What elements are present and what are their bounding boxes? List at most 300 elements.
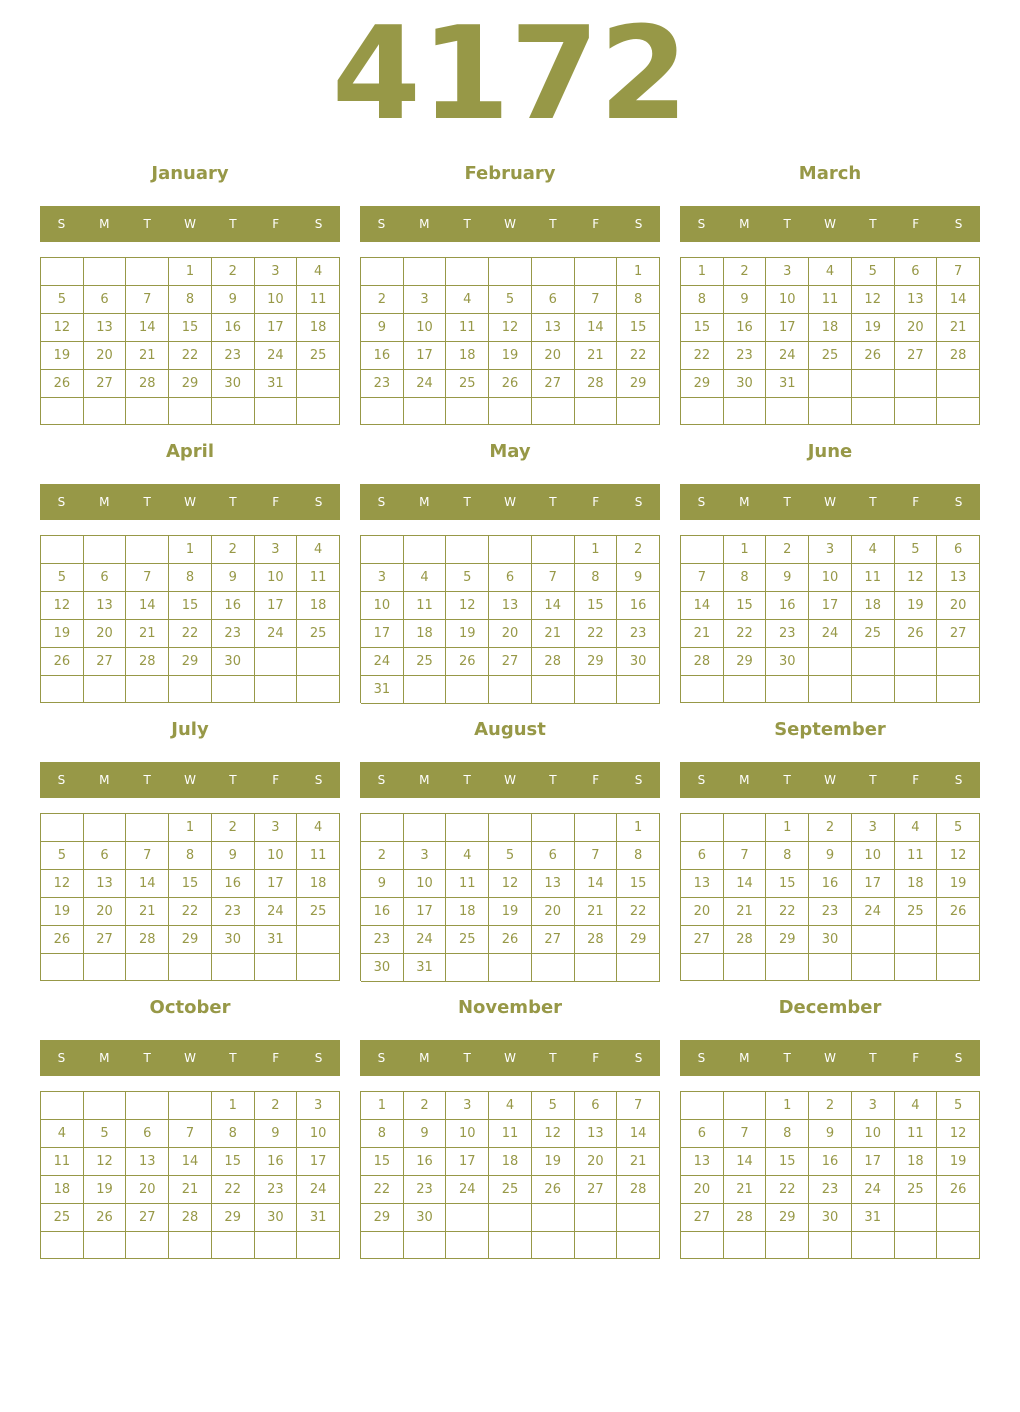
weekday-header (360, 1040, 660, 1076)
day-cell: 4 (895, 814, 938, 842)
day-cell: 2 (212, 814, 255, 842)
weekday-label: T (143, 495, 151, 509)
weekday-label: M (419, 773, 430, 787)
day-cell: 23 (255, 1176, 298, 1204)
day-cell: 4 (852, 536, 895, 564)
day-cell: 28 (575, 370, 618, 398)
day-cell (724, 676, 767, 703)
weekday-header (680, 206, 980, 242)
day-cell: 9 (212, 564, 255, 592)
day-cell: 13 (681, 1148, 724, 1176)
day-cell: 2 (809, 1092, 852, 1120)
day-cell: 15 (766, 870, 809, 898)
day-cell: 5 (446, 564, 489, 592)
day-cell (84, 536, 127, 564)
day-cell (852, 398, 895, 425)
day-cell: 27 (575, 1176, 618, 1204)
day-cell: 6 (895, 258, 938, 286)
day-cell: 26 (937, 898, 980, 926)
day-cell (489, 676, 532, 704)
day-cell (937, 648, 980, 676)
day-cell: 17 (255, 870, 298, 898)
day-cell: 12 (41, 314, 84, 342)
day-grid (40, 535, 340, 703)
weekday-label: S (634, 773, 643, 787)
day-cell (575, 1204, 618, 1232)
day-cell: 27 (84, 926, 127, 954)
day-cell (937, 676, 980, 703)
day-cell: 2 (212, 536, 255, 564)
day-cell (126, 1092, 169, 1120)
day-cell: 12 (41, 870, 84, 898)
day-cell: 2 (766, 536, 809, 564)
day-cell: 4 (297, 536, 340, 564)
weekday-label: F (592, 495, 600, 509)
day-cell (255, 676, 298, 703)
day-cell: 28 (937, 342, 980, 370)
day-cell: 2 (361, 842, 404, 870)
day-cell (446, 258, 489, 286)
day-cell (575, 676, 618, 704)
weekday-label: T (143, 773, 151, 787)
day-cell: 27 (681, 1204, 724, 1232)
day-cell: 18 (297, 870, 340, 898)
day-cell: 11 (297, 842, 340, 870)
day-cell: 3 (255, 814, 298, 842)
day-cell: 30 (212, 926, 255, 954)
day-cell: 25 (297, 620, 340, 648)
day-cell (41, 814, 84, 842)
day-cell (724, 814, 767, 842)
day-cell (532, 258, 575, 286)
day-cell: 16 (766, 592, 809, 620)
day-cell: 16 (361, 898, 404, 926)
day-cell (84, 1232, 127, 1259)
day-cell: 10 (766, 286, 809, 314)
day-cell: 31 (361, 676, 404, 704)
day-cell: 24 (255, 898, 298, 926)
day-cell: 29 (681, 370, 724, 398)
day-cell: 13 (84, 314, 127, 342)
day-cell: 11 (852, 564, 895, 592)
day-cell: 24 (255, 342, 298, 370)
day-cell: 7 (575, 286, 618, 314)
day-cell: 1 (575, 536, 618, 564)
day-cell: 21 (126, 898, 169, 926)
day-cell: 4 (297, 814, 340, 842)
day-cell: 17 (766, 314, 809, 342)
day-cell: 24 (446, 1176, 489, 1204)
day-cell: 7 (169, 1120, 212, 1148)
day-grid (680, 535, 980, 703)
day-cell: 8 (766, 1120, 809, 1148)
day-cell (575, 258, 618, 286)
day-cell: 4 (41, 1120, 84, 1148)
day-cell: 24 (809, 620, 852, 648)
day-cell (724, 398, 767, 425)
day-cell: 11 (404, 592, 447, 620)
day-cell (404, 258, 447, 286)
day-cell: 26 (446, 648, 489, 676)
day-cell (169, 676, 212, 703)
day-cell: 6 (84, 564, 127, 592)
day-cell: 16 (809, 1148, 852, 1176)
day-cell: 10 (809, 564, 852, 592)
day-grid (360, 1091, 660, 1259)
weekday-label: T (869, 495, 877, 509)
day-cell: 22 (724, 620, 767, 648)
weekday-header (360, 484, 660, 520)
day-cell: 10 (404, 314, 447, 342)
day-cell: 17 (852, 870, 895, 898)
day-cell (84, 258, 127, 286)
day-cell: 12 (532, 1120, 575, 1148)
day-cell: 29 (361, 1204, 404, 1232)
day-cell: 23 (212, 620, 255, 648)
day-cell: 9 (766, 564, 809, 592)
day-cell: 12 (446, 592, 489, 620)
day-cell (895, 926, 938, 954)
day-cell: 19 (852, 314, 895, 342)
day-cell: 21 (617, 1148, 660, 1176)
month-title: February (464, 163, 556, 184)
day-cell: 7 (126, 842, 169, 870)
day-cell: 8 (169, 842, 212, 870)
day-cell (446, 398, 489, 425)
day-cell: 11 (41, 1148, 84, 1176)
day-cell (126, 536, 169, 564)
day-cell: 17 (404, 342, 447, 370)
weekday-label: M (99, 495, 110, 509)
day-grid (360, 257, 660, 425)
day-cell (895, 370, 938, 398)
day-cell (937, 370, 980, 398)
day-cell: 7 (532, 564, 575, 592)
day-cell: 30 (724, 370, 767, 398)
day-cell: 24 (255, 620, 298, 648)
day-cell (84, 814, 127, 842)
weekday-label: F (272, 495, 280, 509)
day-cell (852, 370, 895, 398)
weekday-label: S (954, 217, 963, 231)
day-cell: 3 (852, 814, 895, 842)
day-cell (212, 398, 255, 425)
weekday-label: W (504, 495, 516, 509)
weekday-label: F (592, 773, 600, 787)
weekday-label: S (377, 217, 386, 231)
day-cell: 12 (41, 592, 84, 620)
day-cell: 23 (361, 926, 404, 954)
day-cell: 13 (126, 1148, 169, 1176)
weekday-label: M (419, 217, 430, 231)
day-cell (852, 1232, 895, 1259)
day-cell: 12 (852, 286, 895, 314)
day-cell: 15 (617, 314, 660, 342)
day-cell: 17 (404, 898, 447, 926)
day-cell: 3 (404, 286, 447, 314)
day-cell (489, 258, 532, 286)
weekday-label: T (783, 217, 791, 231)
weekday-label: T (143, 217, 151, 231)
day-cell: 5 (895, 536, 938, 564)
day-cell: 15 (681, 314, 724, 342)
weekday-label: T (549, 1051, 557, 1065)
day-cell: 28 (681, 648, 724, 676)
day-cell: 9 (809, 1120, 852, 1148)
day-cell: 17 (297, 1148, 340, 1176)
day-cell: 30 (809, 926, 852, 954)
day-cell: 31 (255, 370, 298, 398)
day-cell (895, 954, 938, 981)
day-cell: 18 (297, 592, 340, 620)
day-cell: 10 (255, 286, 298, 314)
day-cell (41, 1232, 84, 1259)
day-cell: 19 (937, 870, 980, 898)
day-cell: 7 (126, 564, 169, 592)
day-cell (681, 954, 724, 981)
day-cell: 19 (446, 620, 489, 648)
day-cell: 5 (937, 1092, 980, 1120)
weekday-label: T (143, 1051, 151, 1065)
day-cell (895, 676, 938, 703)
weekday-label: T (549, 217, 557, 231)
day-cell: 1 (617, 258, 660, 286)
day-cell: 22 (575, 620, 618, 648)
day-cell: 24 (361, 648, 404, 676)
day-cell: 23 (766, 620, 809, 648)
month-title: January (151, 163, 229, 184)
day-cell (489, 1232, 532, 1259)
weekday-label: W (184, 217, 196, 231)
day-cell (446, 954, 489, 982)
day-cell: 4 (446, 286, 489, 314)
day-cell: 27 (126, 1204, 169, 1232)
day-cell: 14 (126, 314, 169, 342)
day-cell: 9 (809, 842, 852, 870)
day-cell: 13 (681, 870, 724, 898)
day-cell: 5 (937, 814, 980, 842)
month-title: March (798, 163, 862, 184)
weekday-header (40, 1040, 340, 1076)
day-grid (680, 257, 980, 425)
weekday-label: S (634, 495, 643, 509)
day-cell: 25 (297, 342, 340, 370)
day-cell: 6 (575, 1092, 618, 1120)
day-cell (297, 676, 340, 703)
day-cell (681, 1232, 724, 1259)
day-cell: 15 (724, 592, 767, 620)
day-cell: 14 (126, 870, 169, 898)
day-cell (766, 1232, 809, 1259)
day-cell: 25 (446, 926, 489, 954)
month-title: August (474, 719, 546, 740)
day-cell: 6 (489, 564, 532, 592)
day-cell: 18 (489, 1148, 532, 1176)
day-cell: 17 (361, 620, 404, 648)
day-cell (297, 398, 340, 425)
day-cell: 7 (937, 258, 980, 286)
day-cell: 5 (41, 286, 84, 314)
day-cell: 26 (895, 620, 938, 648)
day-cell: 31 (766, 370, 809, 398)
weekday-label: W (184, 773, 196, 787)
day-cell (575, 814, 618, 842)
day-cell: 19 (41, 898, 84, 926)
weekday-label: F (592, 1051, 600, 1065)
day-cell: 27 (84, 370, 127, 398)
day-cell: 29 (575, 648, 618, 676)
day-cell (489, 398, 532, 425)
day-cell (297, 926, 340, 954)
weekday-header (40, 484, 340, 520)
day-cell: 29 (766, 1204, 809, 1232)
month-title: July (171, 719, 209, 740)
day-cell (895, 648, 938, 676)
day-cell (169, 1092, 212, 1120)
weekday-header (680, 762, 980, 798)
day-cell: 9 (724, 286, 767, 314)
day-cell (255, 954, 298, 981)
day-cell: 14 (169, 1148, 212, 1176)
day-cell (617, 1204, 660, 1232)
weekday-label: T (869, 773, 877, 787)
day-cell (532, 398, 575, 425)
day-cell (489, 814, 532, 842)
weekday-label: S (697, 773, 706, 787)
day-cell: 23 (809, 1176, 852, 1204)
month-title: September (774, 719, 886, 740)
day-cell: 25 (852, 620, 895, 648)
day-cell: 3 (297, 1092, 340, 1120)
day-cell (446, 1204, 489, 1232)
weekday-label: W (504, 217, 516, 231)
weekday-header (680, 484, 980, 520)
day-cell: 5 (84, 1120, 127, 1148)
day-cell: 11 (809, 286, 852, 314)
day-cell: 19 (41, 620, 84, 648)
day-cell (809, 1232, 852, 1259)
day-cell: 26 (41, 926, 84, 954)
day-cell (895, 1232, 938, 1259)
day-cell: 15 (169, 314, 212, 342)
day-cell: 13 (532, 314, 575, 342)
day-cell: 26 (84, 1204, 127, 1232)
day-cell: 16 (809, 870, 852, 898)
day-cell: 2 (404, 1092, 447, 1120)
day-cell: 28 (724, 926, 767, 954)
day-cell: 18 (297, 314, 340, 342)
day-cell: 27 (937, 620, 980, 648)
weekday-label: S (697, 1051, 706, 1065)
day-cell: 1 (766, 1092, 809, 1120)
day-cell: 1 (361, 1092, 404, 1120)
day-cell: 19 (532, 1148, 575, 1176)
day-cell: 14 (937, 286, 980, 314)
day-cell: 3 (361, 564, 404, 592)
day-cell (724, 954, 767, 981)
day-cell: 6 (681, 842, 724, 870)
weekday-label: M (99, 217, 110, 231)
day-cell: 18 (895, 870, 938, 898)
day-cell: 15 (169, 870, 212, 898)
day-cell (809, 954, 852, 981)
day-cell: 2 (255, 1092, 298, 1120)
day-cell: 30 (212, 648, 255, 676)
day-cell: 9 (617, 564, 660, 592)
day-cell: 4 (489, 1092, 532, 1120)
day-cell: 15 (169, 592, 212, 620)
day-cell: 7 (724, 842, 767, 870)
day-cell: 13 (895, 286, 938, 314)
day-cell: 16 (212, 870, 255, 898)
day-cell (126, 398, 169, 425)
day-cell: 1 (724, 536, 767, 564)
day-cell: 11 (895, 842, 938, 870)
day-cell: 25 (489, 1176, 532, 1204)
day-cell: 19 (489, 898, 532, 926)
day-cell (937, 926, 980, 954)
day-cell: 16 (724, 314, 767, 342)
day-cell (126, 1232, 169, 1259)
weekday-label: S (377, 495, 386, 509)
day-cell (84, 398, 127, 425)
day-cell: 12 (489, 870, 532, 898)
day-cell (41, 954, 84, 981)
day-cell: 2 (212, 258, 255, 286)
weekday-label: F (912, 495, 920, 509)
day-cell: 29 (766, 926, 809, 954)
day-cell (255, 1232, 298, 1259)
weekday-label: S (634, 1051, 643, 1065)
weekday-label: F (272, 217, 280, 231)
day-cell: 24 (297, 1176, 340, 1204)
day-cell (895, 398, 938, 425)
day-cell: 10 (297, 1120, 340, 1148)
day-cell (404, 398, 447, 425)
day-cell: 6 (532, 842, 575, 870)
day-cell: 20 (895, 314, 938, 342)
day-cell: 29 (169, 648, 212, 676)
day-cell: 28 (126, 370, 169, 398)
day-cell: 22 (681, 342, 724, 370)
weekday-label: M (99, 773, 110, 787)
weekday-label: T (229, 495, 237, 509)
day-cell: 22 (212, 1176, 255, 1204)
day-cell: 3 (255, 258, 298, 286)
day-cell: 30 (255, 1204, 298, 1232)
day-cell (446, 676, 489, 704)
weekday-header (40, 762, 340, 798)
day-cell: 14 (126, 592, 169, 620)
weekday-header (360, 206, 660, 242)
day-grid (680, 1091, 980, 1259)
day-cell: 10 (255, 564, 298, 592)
weekday-label: M (99, 1051, 110, 1065)
month-title: November (457, 997, 563, 1018)
day-cell: 7 (575, 842, 618, 870)
day-cell: 1 (212, 1092, 255, 1120)
day-cell (937, 954, 980, 981)
day-cell: 8 (681, 286, 724, 314)
day-cell (169, 954, 212, 981)
day-cell: 11 (446, 870, 489, 898)
day-cell: 27 (84, 648, 127, 676)
weekday-label: M (419, 1051, 430, 1065)
day-cell (297, 954, 340, 981)
day-cell: 22 (361, 1176, 404, 1204)
day-cell: 20 (937, 592, 980, 620)
day-cell: 4 (809, 258, 852, 286)
